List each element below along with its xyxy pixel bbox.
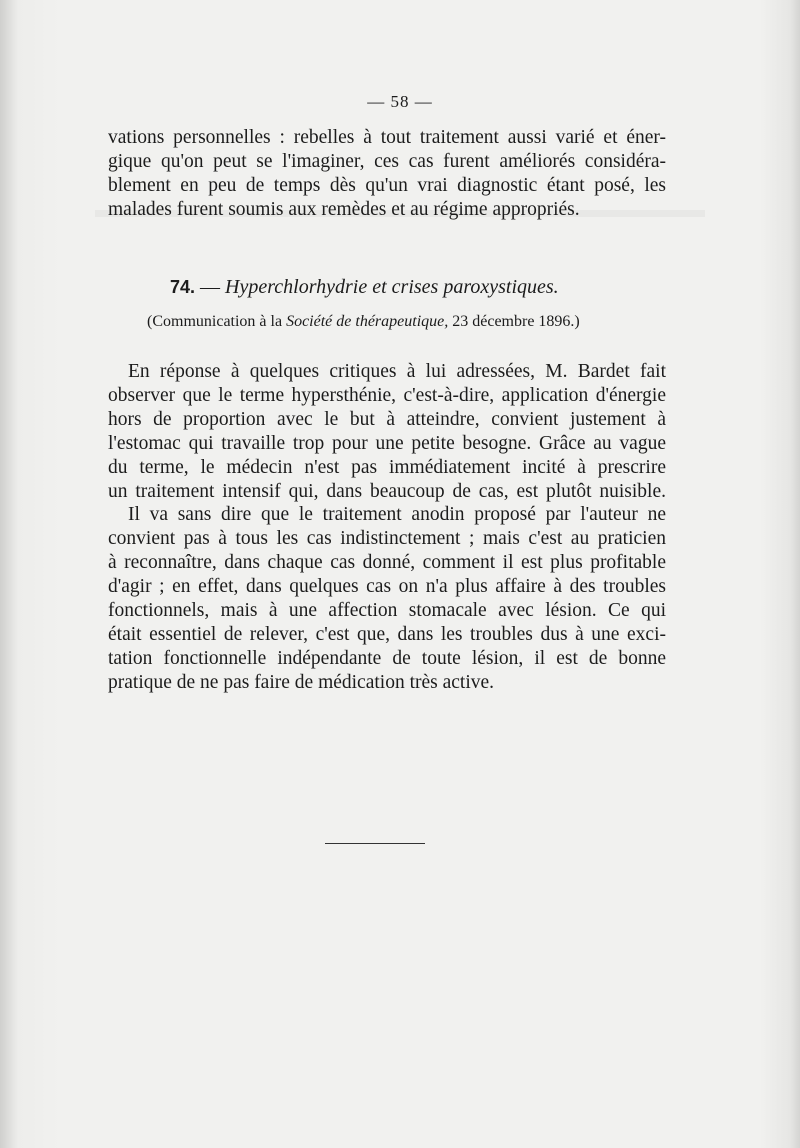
text-line: En réponse à quelques critiques à lui adressées, M. Bardet fait: [128, 361, 666, 382]
text-line: était essentiel de relever, c'est que, dans les troubles dus à une exci-: [108, 623, 666, 645]
text-line: gique qu'on peut se l'imaginer, ces cas furent améliorés considéra-: [108, 150, 666, 172]
text-line: vations personnelles : rebelles à tout traitement aussi varié et éner-: [108, 127, 666, 148]
text-line: fonctionnels, mais à une affection stomacale avec lésion. Ce qui: [108, 600, 666, 622]
paragraph-continuation: [108, 126, 666, 222]
text-line: Il va sans dire que le traitement anodin proposé par l'auteur ne: [128, 504, 666, 526]
heading-dash: —: [200, 276, 221, 298]
text-line: hors de proportion avec le but à atteindre, convient justement à: [108, 408, 666, 430]
communication-prefix: (Communication à la: [147, 313, 283, 330]
society-name: Société de thérapeutique,: [286, 313, 449, 330]
section-title: Hyperchlorhydrie et crises paroxystiques.: [225, 276, 559, 298]
text-line: tation fonctionnelle indépendante de toute lésion, il est de bonne: [108, 647, 666, 669]
communication-date: 23 décembre 1896.): [452, 313, 580, 330]
text-line: l'estomac qui travaille trop pour une petite besogne. Grâce au vague: [108, 432, 666, 454]
text-line: convient pas à tous les cas indistinctement ; mais c'est au praticien: [108, 528, 666, 550]
section-divider: [325, 843, 425, 844]
text-line: du terme, le médecin n'est pas immédiatement incité à prescrire: [108, 456, 666, 478]
text-line: d'agir ; en effet, dans quelques cas on n'a plus affaire à des troubles: [108, 576, 666, 598]
text-line: pratique de ne pas faire de médication très active.: [108, 671, 495, 693]
section-number: 74.: [170, 277, 196, 297]
text-line: observer que le terme hypersthénie, c'est-à-dire, application d'énergie: [108, 384, 666, 406]
paragraph-main: [108, 360, 666, 695]
section-heading: [170, 276, 559, 299]
page-number: — 58 —: [367, 92, 433, 111]
text-line: à reconnaître, dans chaque cas donné, comment il est plus profitable: [108, 552, 666, 574]
communication-note: [147, 313, 580, 331]
text-line: malades furent soumis aux remèdes et au régime appropriés.: [108, 198, 580, 220]
text-line: blement en peu de temps dès qu'un vrai diagnostic étant posé, les: [108, 174, 666, 196]
text-line: un traitement intensif qui, dans beaucoup de cas, est plutôt nuisible.: [108, 480, 666, 502]
